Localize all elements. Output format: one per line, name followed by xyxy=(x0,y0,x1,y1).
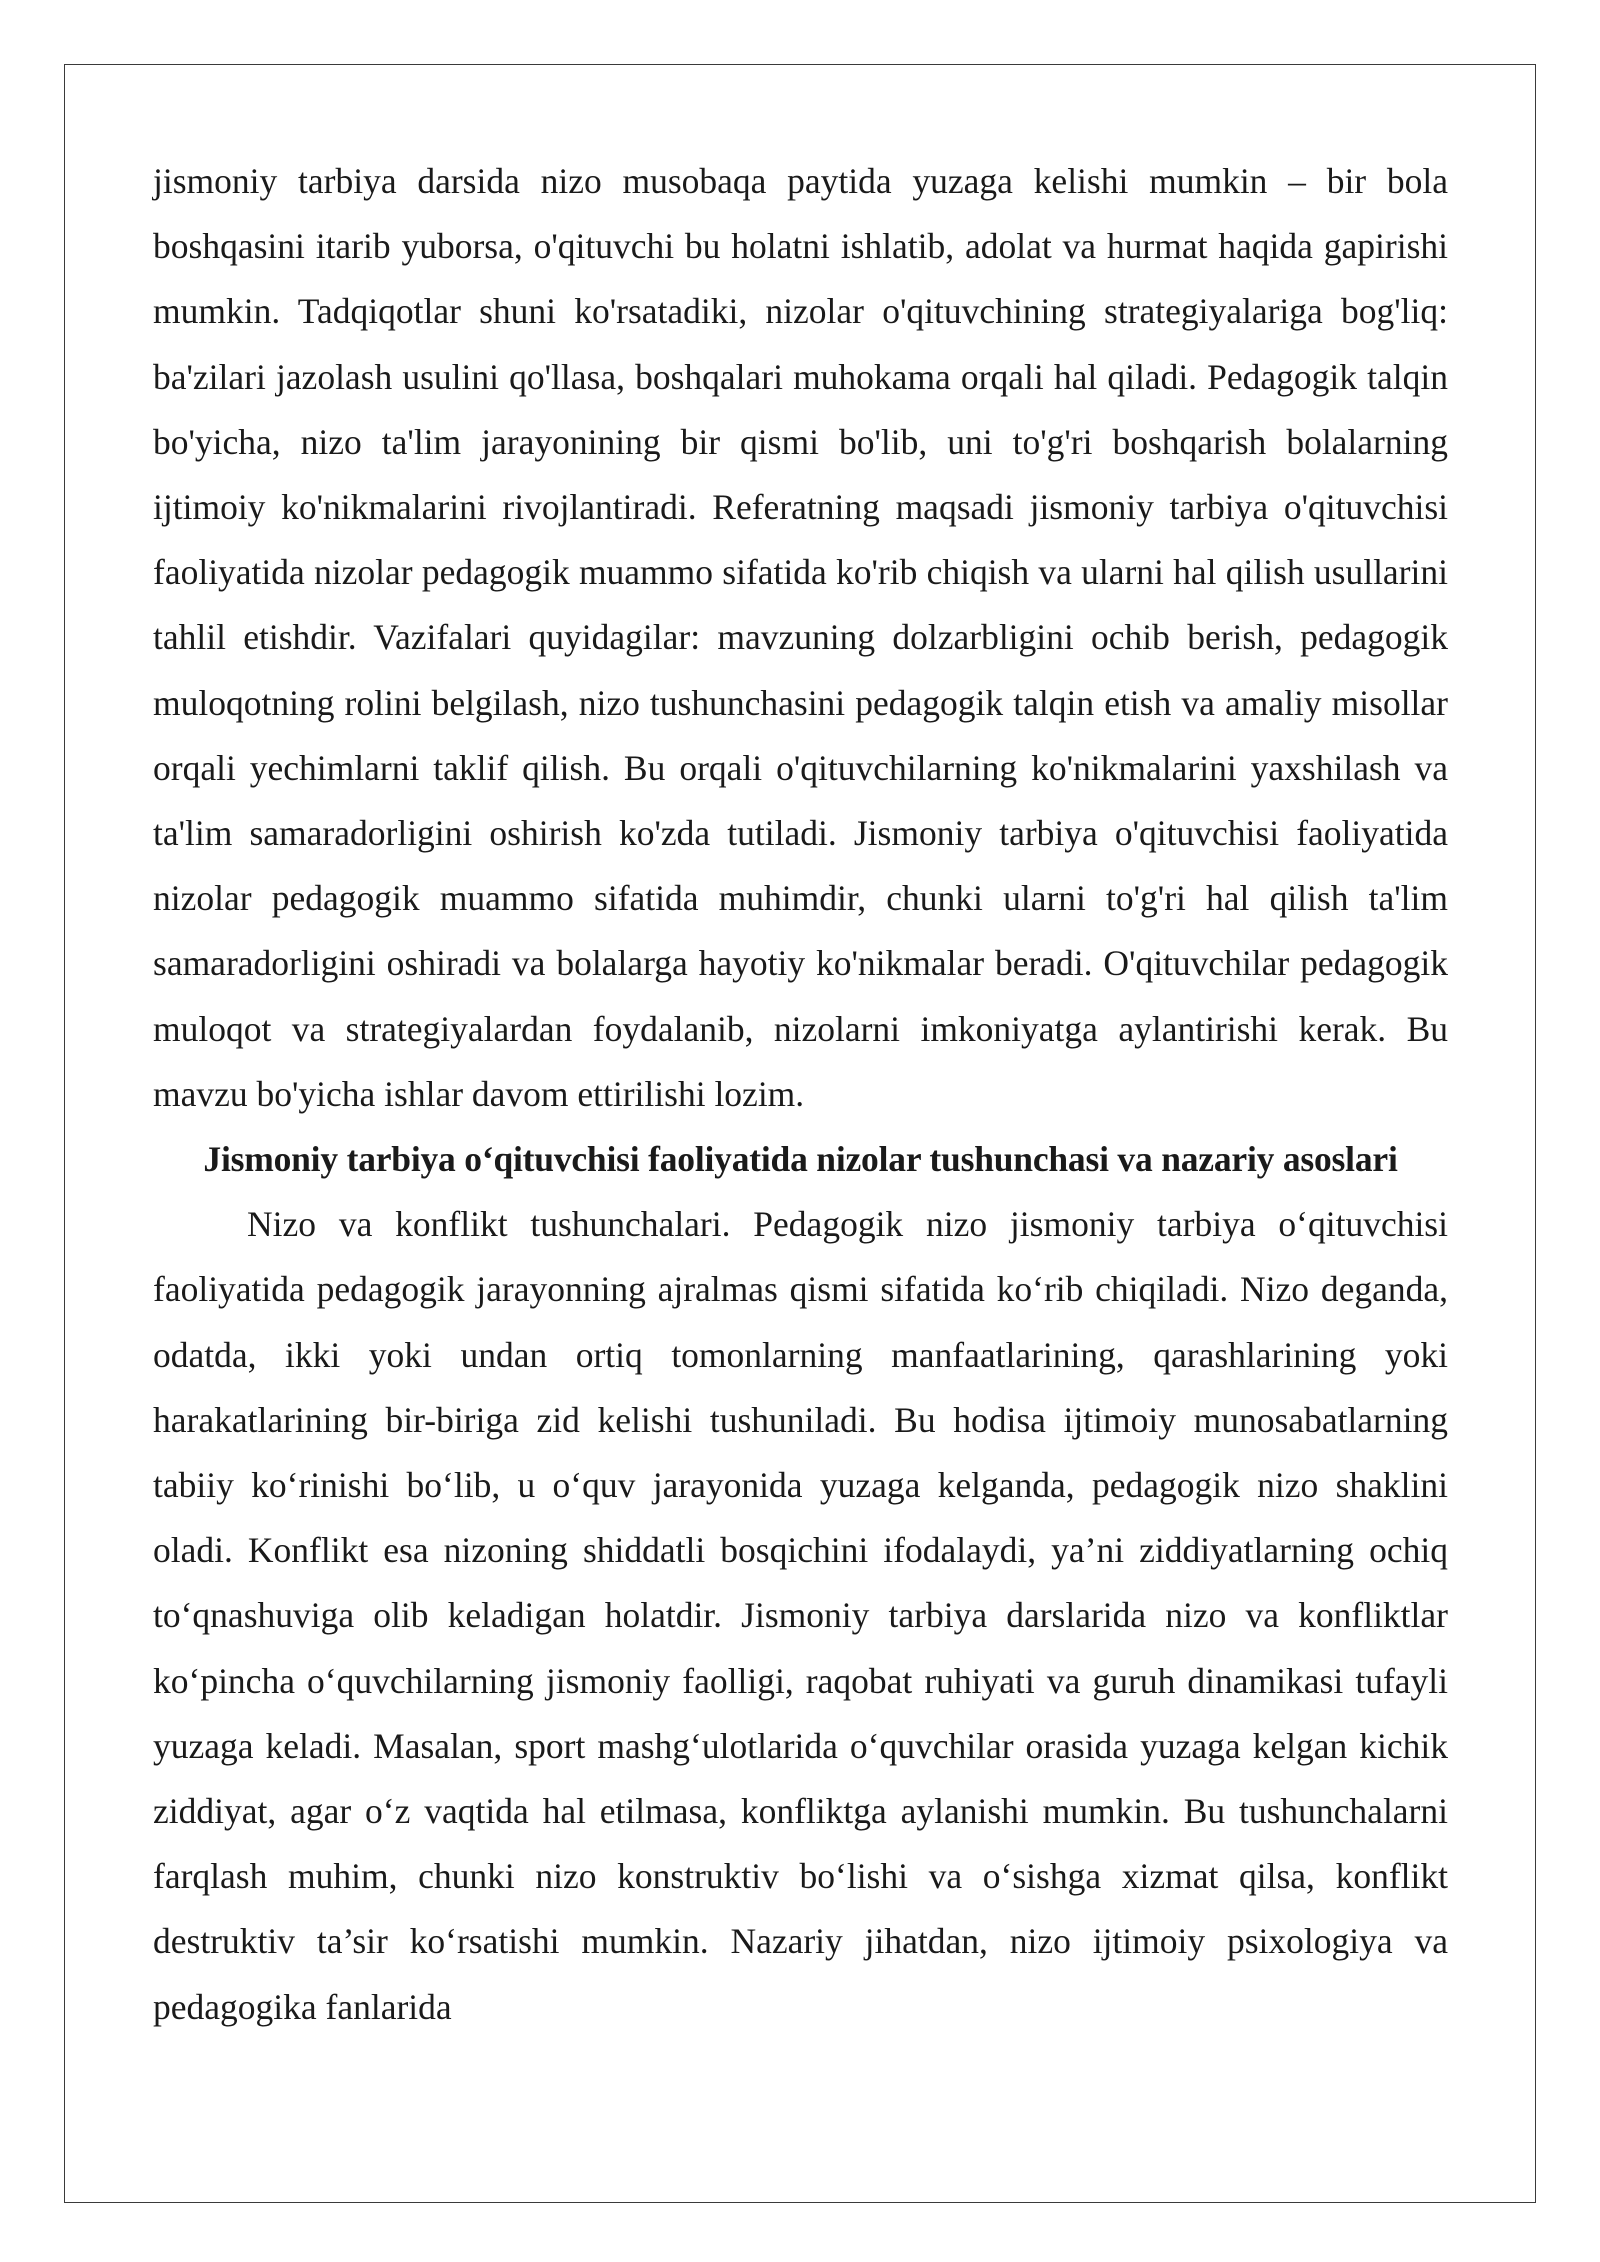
body-paragraph: jismoniy tarbiya darsida nizo musobaqa paytida yuzaga kelishi mumkin – bir bola boshqasini itarib yuborsa, o'qituvchi bu holatni ishlatib, adolat va hurmat haqida gapirishi mumkin. Tadqiqotlar shuni ko'rsatadiki, nizolar o'qituvchining strategiyalariga bog'liq: ba'zilari jazolash usulini qo'llasa, boshqalari muhokama orqali hal qiladi. Pedagogik talqin bo'yicha, nizo ta'lim jarayonining bir qismi bo'lib, uni to'g'ri boshqarish bolalarning ijtimoiy ko'nikmalarini rivojlantiradi. Referatning maqsadi jismoniy tarbiya o'qituvchisi faoliyatida nizolar pedagogik muammo sifatida ko'rib chiqish va ularni hal qilish usullarini tahlil etishdir. Vazifalari quyidagilar: mavzuning dolzarbligini ochib berish, pedagogik muloqotning rolini belgilash, nizo tushunchasini pedagogik talqin etish va amaliy misollar orqali yechimlarni taklif qilish. Bu orqali o'qituvchilarning ko'nikmalarini yaxshilash va ta'lim samaradorligini oshirish ko'zda tutiladi. Jismoniy tarbiya o'qituvchisi faoliyatida nizolar pedagogik muammo sifatida muhimdir, chunki ularni to'g'ri hal qilish ta'lim samaradorligini oshiradi va bolalarga hayotiy ko'nikmalar beradi. O'qituvchilar pedagogik muloqot va strategiyalardan foydalanib, nizolarni imkoniyatga aylantirishi kerak. Bu mavzu bo'yicha ishlar davom ettirilishi lozim. xyxy=(153,161,1448,1114)
document-body xyxy=(153,149,1448,2040)
section-paragraph: Nizo va konflikt tushunchalari. Pedagogik nizo jismoniy tarbiya o‘qituvchisi faoliyatida pedagogik jarayonning ajralmas qismi sifatida ko‘rib chiqiladi. Nizo deganda, odatda, ikki yoki undan ortiq tomonlarning manfaatlarining, qarashlarining yoki harakatlarining bir-biriga zid kelishi tushuniladi. Bu hodisa ijtimoiy munosabatlarning tabiiy ko‘rinishi bo‘lib, u o‘quv jarayonida yuzaga kelganda, pedagogik nizo shaklini oladi. Konflikt esa nizoning shiddatli bosqichini ifodalaydi, ya’ni ziddiyatlarning ochiq to‘qnashuviga olib keladigan holatdir. Jismoniy tarbiya darslarida nizo va konfliktlar ko‘pincha o‘quvchilarning jismoniy faolligi, raqobat ruhiyati va guruh dinamikasi tufayli yuzaga keladi. Masalan, sport mashg‘ulotlarida o‘quvchilar orasida yuzaga kelgan kichik ziddiyat, agar o‘z vaqtida hal etilmasa, konfliktga aylanishi mumkin. Bu tushunchalarni farqlash muhim, chunki nizo konstruktiv bo‘lishi va o‘sishga xizmat qilsa, konflikt destruktiv ta’sir ko‘rsatishi mumkin. Nazariy jihatdan, nizo ijtimoiy psixologiya va pedagogika fanlarida xyxy=(153,1204,1448,2027)
section-heading: Jismoniy tarbiya o‘qituvchisi faoliyatida nizolar tushunchasi va nazariy asoslari xyxy=(203,1139,1398,1180)
